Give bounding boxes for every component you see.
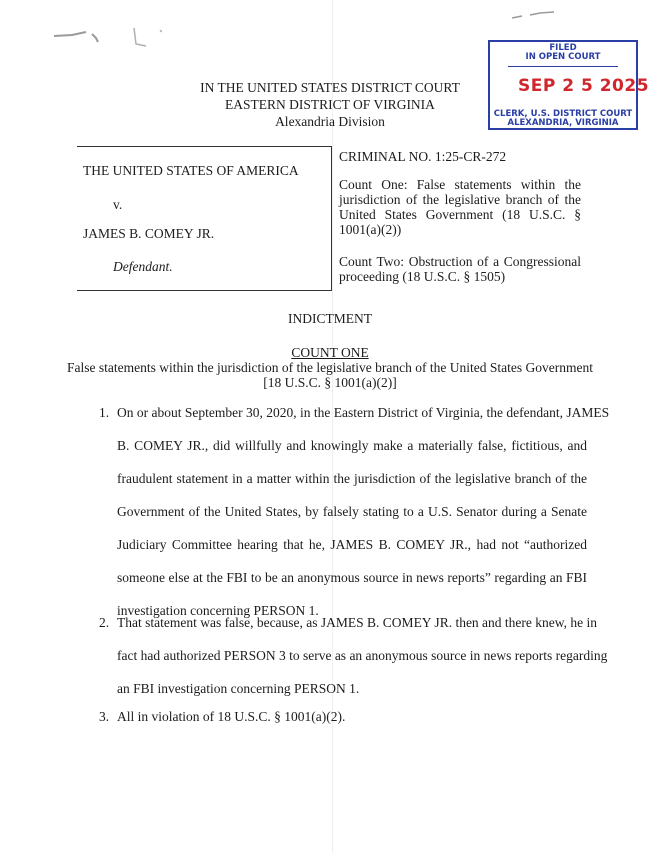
paragraph-line: That statement was false, because, as JAMES B. COMEY JR. then and there knew, he in	[117, 615, 598, 630]
stamp-divider	[508, 66, 618, 67]
paragraph-line: fact had authorized PERSON 3 to serve as an anonymous source in news reports regarding	[117, 648, 608, 663]
paragraph-line: On or about September 30, 2020, in the Eastern District of Virginia, the defendant, JAMES	[117, 405, 610, 420]
paragraph-line: fraudulent statement in a matter within the jurisdiction of the legislative branch of the	[117, 471, 587, 486]
count-heading: COUNT ONE	[291, 345, 369, 360]
paragraph-line: All in violation of 18 U.S.C. § 1001(a)(2).	[117, 709, 346, 724]
paragraph-1	[117, 396, 610, 627]
court-district: EASTERN DISTRICT OF VIRGINIA	[225, 97, 435, 112]
paragraph-number: 3.	[99, 709, 110, 724]
paragraph-line: B. COMEY JR., did willfully and knowingly make a materially false, fictitious, and	[117, 438, 587, 453]
court-header	[180, 79, 480, 130]
count-statute: [18 U.S.C. § 1001(a)(2)]	[263, 375, 397, 390]
scan-smudge-mark	[52, 26, 162, 56]
paragraph-line: an FBI investigation concerning PERSON 1.	[117, 681, 360, 696]
defendant-label: Defendant.	[113, 259, 173, 274]
filed-stamp	[488, 40, 650, 130]
plaintiff-name: THE UNITED STATES OF AMERICA	[83, 163, 299, 178]
paragraph-3	[117, 700, 587, 733]
stamp-open-court: IN OPEN COURT	[525, 52, 601, 62]
paragraph-line: someone else at the FBI to be an anonymous source in news reports” regarding an FBI	[117, 570, 587, 585]
defendant-name: JAMES B. COMEY JR.	[83, 226, 215, 241]
stamp-location: ALEXANDRIA, VIRGINIA	[507, 118, 619, 128]
paragraph-line: Judiciary Committee hearing that he, JAMES B. COMEY JR., had not “authorized	[117, 537, 587, 552]
paragraph-line: investigation concerning PERSON 1.	[117, 603, 319, 618]
paragraph-number: 1.	[99, 405, 110, 420]
stamp-filed: FILED	[549, 43, 577, 53]
count-two-description: Count Two: Obstruction of a Congressional proceeding (18 U.S.C. § 1505)	[339, 254, 581, 284]
scan-smudge-mark	[510, 8, 560, 24]
document-title: INDICTMENT	[288, 311, 372, 326]
stamp-date: SEP 2 5 2025	[518, 76, 650, 96]
paragraph-number: 2.	[99, 615, 110, 630]
paragraph-2	[117, 606, 608, 705]
versus: v.	[113, 197, 123, 212]
count-one-description: Count One: False statements within the jurisdiction of the legislative branch of the United States Government (18 U.S.C. § 1001(a)(2))	[339, 177, 581, 237]
court-division: Alexandria Division	[275, 114, 385, 129]
court-name: IN THE UNITED STATES DISTRICT COURT	[200, 80, 460, 95]
stamp-clerk: CLERK, U.S. DISTRICT COURT	[493, 109, 633, 119]
case-number: CRIMINAL NO. 1:25-CR-272	[339, 149, 507, 164]
paragraph-line: Government of the United States, by falsely stating to a U.S. Senator during a Senate	[117, 504, 587, 519]
count-subtitle: False statements within the jurisdiction of the legislative branch of the United States Government	[66, 360, 593, 375]
